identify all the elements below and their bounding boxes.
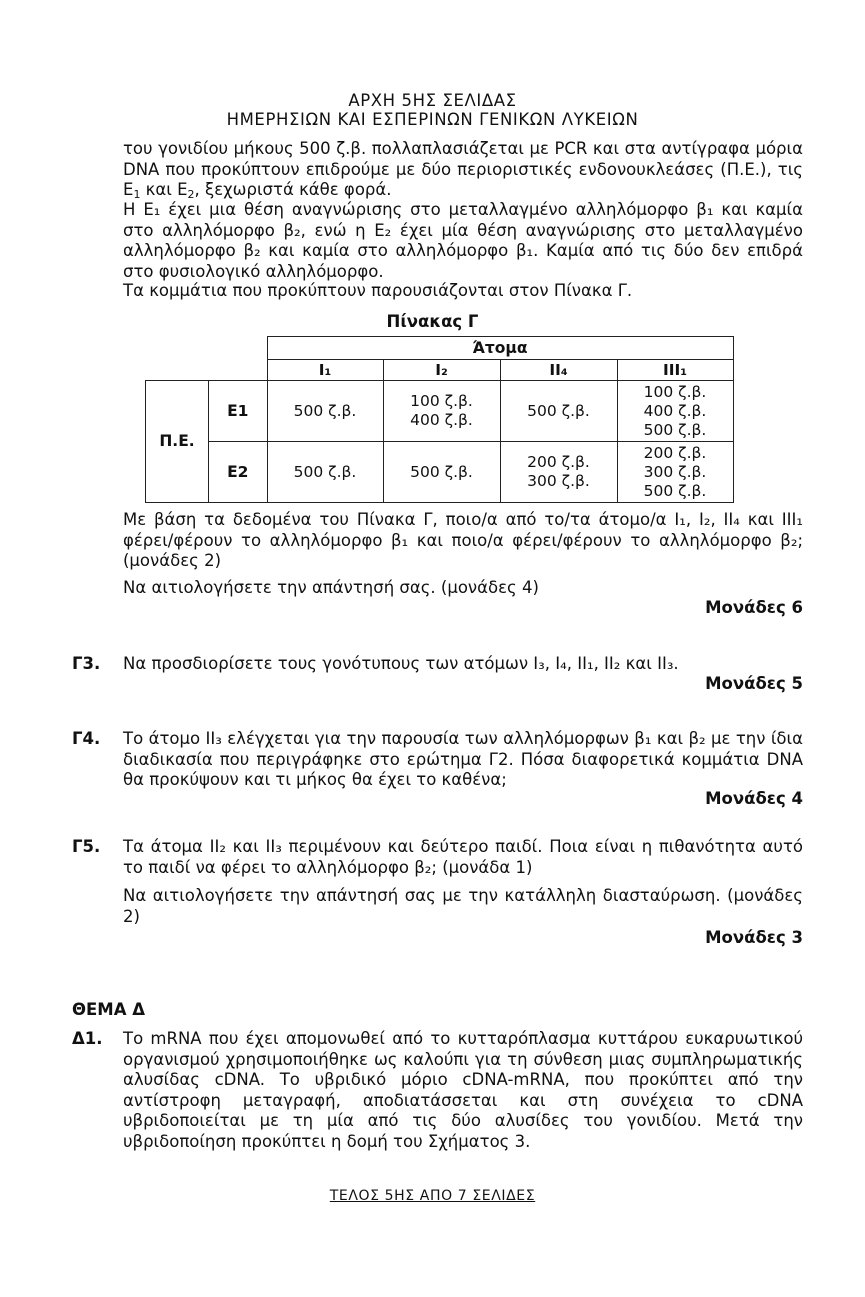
question-g5-part1: Τα άτομα II₂ και II₃ περιμένουν και δεύτερο παιδί. Ποια είναι η πιθανότητα αυτό το παιδί να φέρει το αλληλόμορφο β₂; (μονάδα 1)	[123, 837, 803, 877]
marks-g3: Μονάδες 5	[705, 674, 803, 693]
intro-p1-sub1: 1	[133, 188, 141, 201]
intro-paragraph-1	[123, 139, 803, 201]
intro-p1-end: , ξεχωριστά κάθε φορά.	[194, 180, 392, 199]
question-g5-part2: Να αιτιολογήσετε την απάντησή σας με την κατάλληλη διασταύρωση. (μονάδες 2)	[123, 886, 803, 926]
row-label: Ε2	[209, 442, 268, 503]
intro-p1-mid: και Ε	[140, 180, 188, 199]
table-group-header: Άτομα	[267, 337, 733, 360]
row-group-label: Π.Ε.	[146, 381, 209, 503]
question-g2a: Με βάση τα δεδομένα του Πίνακα Γ, ποιο/α από το/τα άτομο/α I₁, I₂, II₄ και III₁ φέρει/φέρουν το αλληλόμορφο β₁ και ποιο/α φέρει/φέρουν το αλληλόμορφο β₂; (μονάδες 2)	[123, 510, 803, 570]
question-label-g3: Γ3.	[72, 654, 101, 673]
col-header: I₁	[267, 360, 383, 381]
question-g4: Το άτομο II₃ ελέγχεται για την παρουσία των αλληλόμορφων β₁ και β₂ με την ίδια διαδικασία που περιγράφηκε στο ερώτημα Γ2. Πόσα διαφορετικά κομμάτια DNA θα προκύψουν και τι μήκος θα έχει το καθένα;	[123, 729, 803, 789]
question-d1: Το mRNA που έχει απομονωθεί από το κυτταρόπλασμα κυττάρου ευκαρυωτικού οργανισμού χρησιμοποιήθηκε ως καλούπι για τη σύνθεση μιας συμπληρωματικής αλυσίδας cDNA. Το υβριδικό μόριο cDNA-mRNA, που προκύπτει από την αντίστροφη μεταγραφή, αποδιατάσσεται και στη συνέχεια το cDNA υβριδοποιείται με τη μία από τις δύο αλυσίδες του γονιδίου. Μετά την υβριδοποίηση προκύπτει η δομή του Σχήματος 3.	[123, 1029, 803, 1151]
table-cell: 500 ζ.β.	[383, 442, 500, 503]
table-cell: 500 ζ.β.	[267, 442, 383, 503]
page-footer: ΤΕΛΟΣ 5ΗΣ ΑΠΟ 7 ΣΕΛΙΔΕΣ	[329, 1188, 536, 1204]
intro-p1-text: του γονιδίου μήκους 500 ζ.β. πολλαπλασιάζεται με PCR και στα αντίγραφα μόρια DNA που προκύπτουν επιδρούμε με δύο περιοριστικές ενδονουκλεάσες (Π.Ε.), τις Ε	[123, 139, 803, 199]
question-label-g5: Γ5.	[72, 837, 101, 856]
marks-g2: Μονάδες 6	[705, 598, 803, 617]
page-header-line1: ΑΡΧΗ 5ΗΣ ΣΕΛΙΔΑΣ	[348, 91, 517, 110]
results-table	[145, 336, 734, 503]
question-g2b: Να αιτιολογήσετε την απάντησή σας. (μονάδες 4)	[123, 578, 539, 597]
intro-p1-sub2: 2	[187, 188, 195, 201]
marks-g5: Μονάδες 3	[705, 928, 803, 947]
question-label-g4: Γ4.	[72, 729, 101, 748]
table-cell: 200 ζ.β. 300 ζ.β.	[500, 442, 617, 503]
page-header-line2: ΗΜΕΡΗΣΙΩΝ ΚΑΙ ΕΣΠΕΡΙΝΩΝ ΓΕΝΙΚΩΝ ΛΥΚΕΙΩΝ	[226, 110, 639, 129]
table-caption: Πίνακας Γ	[386, 312, 479, 331]
table-cell: 100 ζ.β. 400 ζ.β.	[383, 381, 500, 442]
question-g3: Να προσδιορίσετε τους γονότυπους των ατόμων I₃, I₄, II₁, II₂ και II₃.	[123, 654, 679, 673]
table-cell: 500 ζ.β.	[500, 381, 617, 442]
col-header: II₄	[500, 360, 617, 381]
table-cell: 500 ζ.β.	[267, 381, 383, 442]
marks-g4: Μονάδες 4	[705, 789, 803, 808]
theme-title: ΘΕΜΑ Δ	[72, 1000, 146, 1019]
intro-paragraph-3: Τα κομμάτια που προκύπτουν παρουσιάζονται στον Πίνακα Γ.	[123, 281, 633, 300]
table-cell: 100 ζ.β. 400 ζ.β. 500 ζ.β.	[617, 381, 733, 442]
col-header: III₁	[617, 360, 733, 381]
row-label: Ε1	[209, 381, 268, 442]
question-label-d1: Δ1.	[72, 1029, 103, 1048]
intro-paragraph-2: Η Ε₁ έχει μια θέση αναγνώρισης στο μεταλλαγμένο αλληλόμορφο β₁ και καμία στο αλληλόμορφο β₂, ενώ η Ε₂ έχει μία θέση αναγνώρισης στο μεταλλαγμένο αλληλόμορφο β₂ και καμία στο αλληλόμορφο β₁. Καμία από τις δύο δεν επιδρά στο φυσιολογικό αλληλόμορφο.	[123, 200, 803, 281]
table-cell: 200 ζ.β. 300 ζ.β. 500 ζ.β.	[617, 442, 733, 503]
col-header: I₂	[383, 360, 500, 381]
